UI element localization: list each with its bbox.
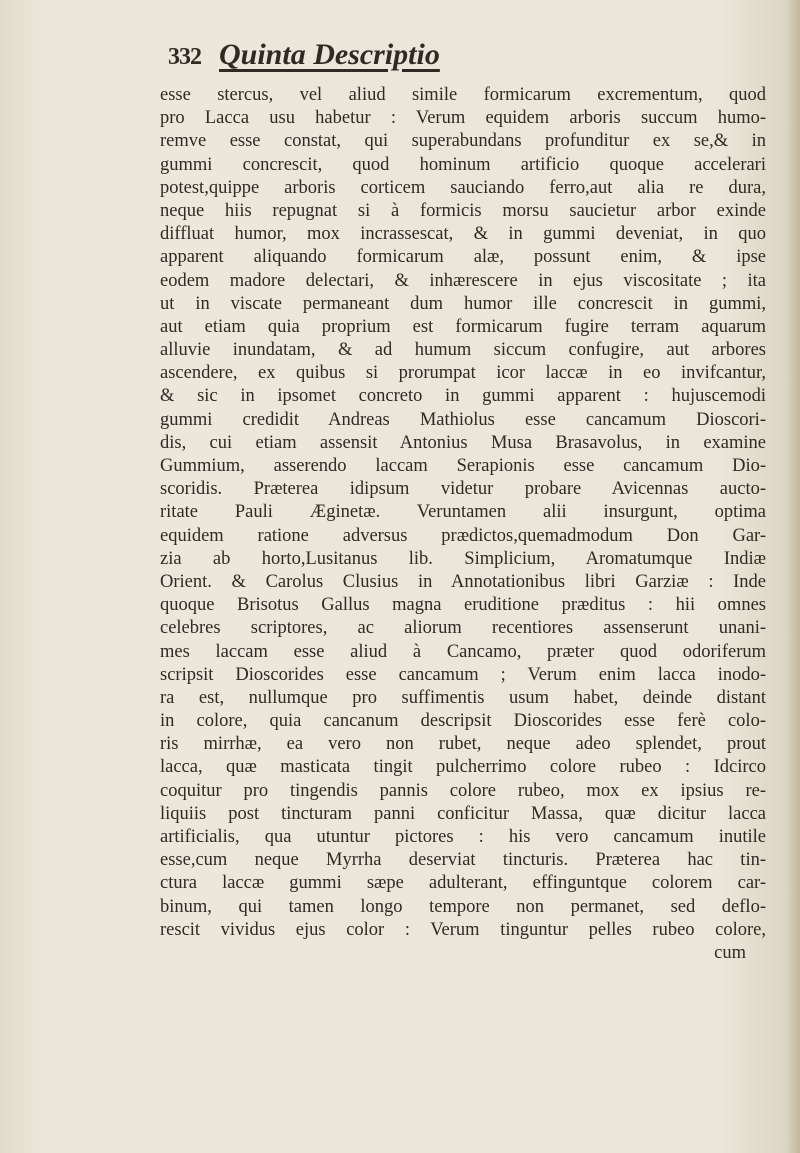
text-line: pro Lacca usu habetur : Verum equidem arboris succum humo-	[160, 108, 766, 129]
text-line: eodem madore delectari, & inhærescere in ejus viscositate ; ita	[160, 270, 766, 291]
text-line: scoridis. Præterea idipsum videtur probare Avicennas aucto-	[160, 479, 766, 500]
text-line: celebres scriptores, ac aliorum recentiores assenserunt unani-	[160, 618, 766, 639]
text-line: ris mirrhæ, ea vero non rubet, neque adeo splendet, prout	[160, 734, 766, 755]
text-line: diffluat humor, mox incrassescat, & in gummi deveniat, in quo	[160, 224, 766, 245]
text-line: ctura laccæ gummi sæpe adulterant, effinguntque colorem car-	[160, 873, 766, 894]
text-line: equidem ratione adversus prædictos,quemadmodum Don Gar-	[160, 525, 766, 546]
text-line: cum	[714, 942, 746, 963]
text-line: potest,quippe arboris corticem sauciando ferro,aut alia re dura,	[160, 177, 766, 198]
text-line: apparent aliquando formicarum alæ, possunt enim, & ipse	[160, 247, 766, 268]
text-line: liquiis post tincturam panni conficitur Massa, quæ dicitur lacca	[160, 803, 766, 824]
body-text	[160, 84, 766, 965]
text-line: ra est, nullumque pro suffimentis usum habet, deinde distant	[160, 687, 766, 708]
text-line: mes laccam esse aliud à Cancamo, præter quod odoriferum	[160, 641, 766, 662]
text-line: ut in viscate permaneant dum humor ille concrescit in gummi,	[160, 293, 766, 314]
text-line: ritate Pauli Æginetæ. Veruntamen alii insurgunt, optima	[160, 502, 766, 523]
text-line: neque hiis repugnat si à formicis morsu saucietur arbor exinde	[160, 200, 766, 221]
text-line: gummi credidit Andreas Mathiolus esse cancamum Dioscori-	[160, 409, 766, 430]
page-edge-shadow	[786, 0, 800, 1153]
text-line: remve esse constat, qui superabundans profunditur ex se,& in	[160, 131, 766, 152]
text-line: gummi concrescit, quod hominum artificio quoque accelerari	[160, 154, 766, 175]
text-line: lacca, quæ masticata tingit pulcherrimo colore rubeo : Idcirco	[160, 757, 766, 778]
text-line: alluvie inundatam, & ad humum siccum confugire, aut arbores	[160, 340, 766, 361]
text-line: artificialis, qua utuntur pictores : his vero cancamum inutile	[160, 827, 766, 847]
page-header	[168, 38, 688, 78]
text-line: binum, qui tamen longo tempore non permanet, sed deflo-	[160, 896, 766, 917]
text-line: esse,cum neque Myrrha deserviat tincturis. Præterea hac tin-	[160, 850, 766, 871]
text-line: Orient. & Carolus Clusius in Annotationibus libri Garziæ : Inde	[160, 571, 766, 592]
page-number: 332	[168, 44, 201, 70]
text-line: rescit vividus ejus color : Verum tinguntur pelles rubeo colore,	[160, 919, 766, 940]
text-line: ascendere, ex quibus si prorumpat icor laccæ in eo invifcantur,	[160, 363, 766, 384]
text-line: esse stercus, vel aliud simile formicarum excrementum, quod	[160, 85, 766, 105]
text-line: & sic in ipsomet concreto in gummi apparent : hujuscemodi	[160, 386, 766, 407]
text-line: dis, cui etiam assensit Antonius Musa Brasavolus, in examine	[160, 432, 766, 453]
text-line: aut etiam quia proprium est formicarum fugire terram aquarum	[160, 316, 766, 337]
text-line: in colore, quia cancanum descripsit Dioscorides esse ferè colo-	[160, 711, 766, 732]
text-line: Gummium, asserendo laccam Serapionis esse cancamum Dio-	[160, 456, 766, 476]
text-line: zia ab horto,Lusitanus lib. Simplicium, Aromatumque Indiæ	[160, 548, 766, 569]
text-line: scripsit Dioscorides esse cancamum ; Verum enim lacca inodo-	[160, 664, 766, 685]
running-title: Quinta Descriptio	[219, 38, 440, 71]
text-line: quoque Brisotus Gallus magna eruditione præditus : hii omnes	[160, 595, 766, 616]
text-line: coquitur pro tingendis pannis colore rubeo, mox ex ipsius re-	[160, 780, 766, 801]
